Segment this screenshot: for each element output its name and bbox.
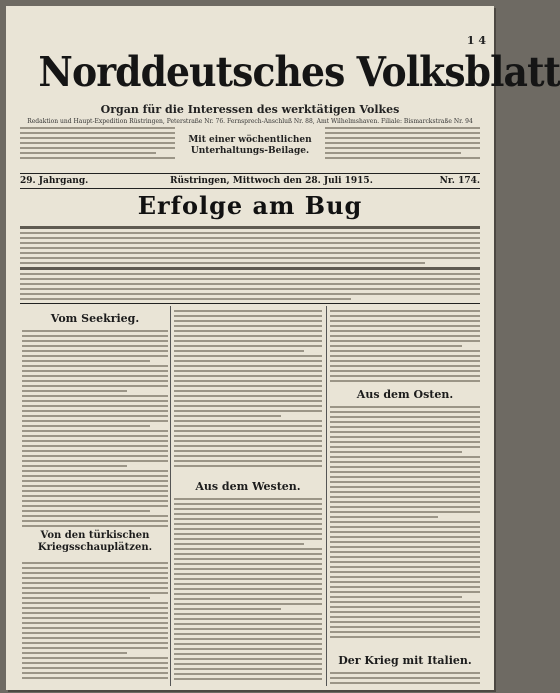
- masthead-motto: Organ für die Interessen des werktätigen Volkes: [100, 103, 400, 116]
- supplement-notice: Mit einer wöchentlichen Unterhaltungs-Beilage.: [188, 135, 312, 156]
- lead-rule: [20, 303, 480, 304]
- section-osten: Aus dem Osten.: [356, 388, 454, 401]
- lead-article-text: [20, 226, 480, 303]
- headline: Erfolge am Bug: [137, 191, 363, 220]
- place-date: Rüstringen, Mittwoch den 28. Juli 1915.: [170, 176, 373, 186]
- masthead-title: Norddeutsches Volksblatt: [38, 48, 560, 96]
- section-seekrieg: Vom Seekrieg.: [50, 312, 140, 325]
- section-kriegsschauplatz: Von den türkischen Kriegsschauplätzen.: [37, 530, 153, 553]
- section-italien: Der Krieg mit Italien.: [338, 654, 472, 667]
- column-rule-2: [326, 306, 327, 686]
- volume-label: 29. Jahrgang.: [20, 176, 89, 186]
- column-3-text-a: [330, 310, 480, 385]
- dateline: [20, 176, 480, 188]
- page-number: 1 4: [466, 34, 486, 47]
- notice-left-column: [20, 127, 175, 162]
- column-1-text-a: [22, 330, 168, 530]
- header-rule-top: [20, 173, 480, 174]
- masthead-subline: Redaktion und Haupt-Expedition Rüstringen, Peterstraße Nr. 76. Fernsprech-Anschluß Nr. 88, Amt Wilhelmshaven. Filiale: Bismarckstraße Nr. 94: [27, 118, 473, 125]
- column-2-text-a: [174, 310, 322, 470]
- notice-strip: [20, 127, 480, 169]
- newspaper-page: [6, 6, 560, 690]
- column-1-text-b: [22, 562, 168, 682]
- column-3-text-b: [330, 406, 480, 641]
- issue-number: Nr. 174.: [439, 176, 480, 186]
- column-rule-1: [170, 306, 171, 686]
- header-rule-bottom: [20, 188, 480, 189]
- notice-right-column: [325, 127, 480, 162]
- column-2-text-b: [174, 498, 322, 683]
- column-3-text-c: [330, 672, 480, 687]
- section-westen: Aus dem Westen.: [195, 480, 301, 493]
